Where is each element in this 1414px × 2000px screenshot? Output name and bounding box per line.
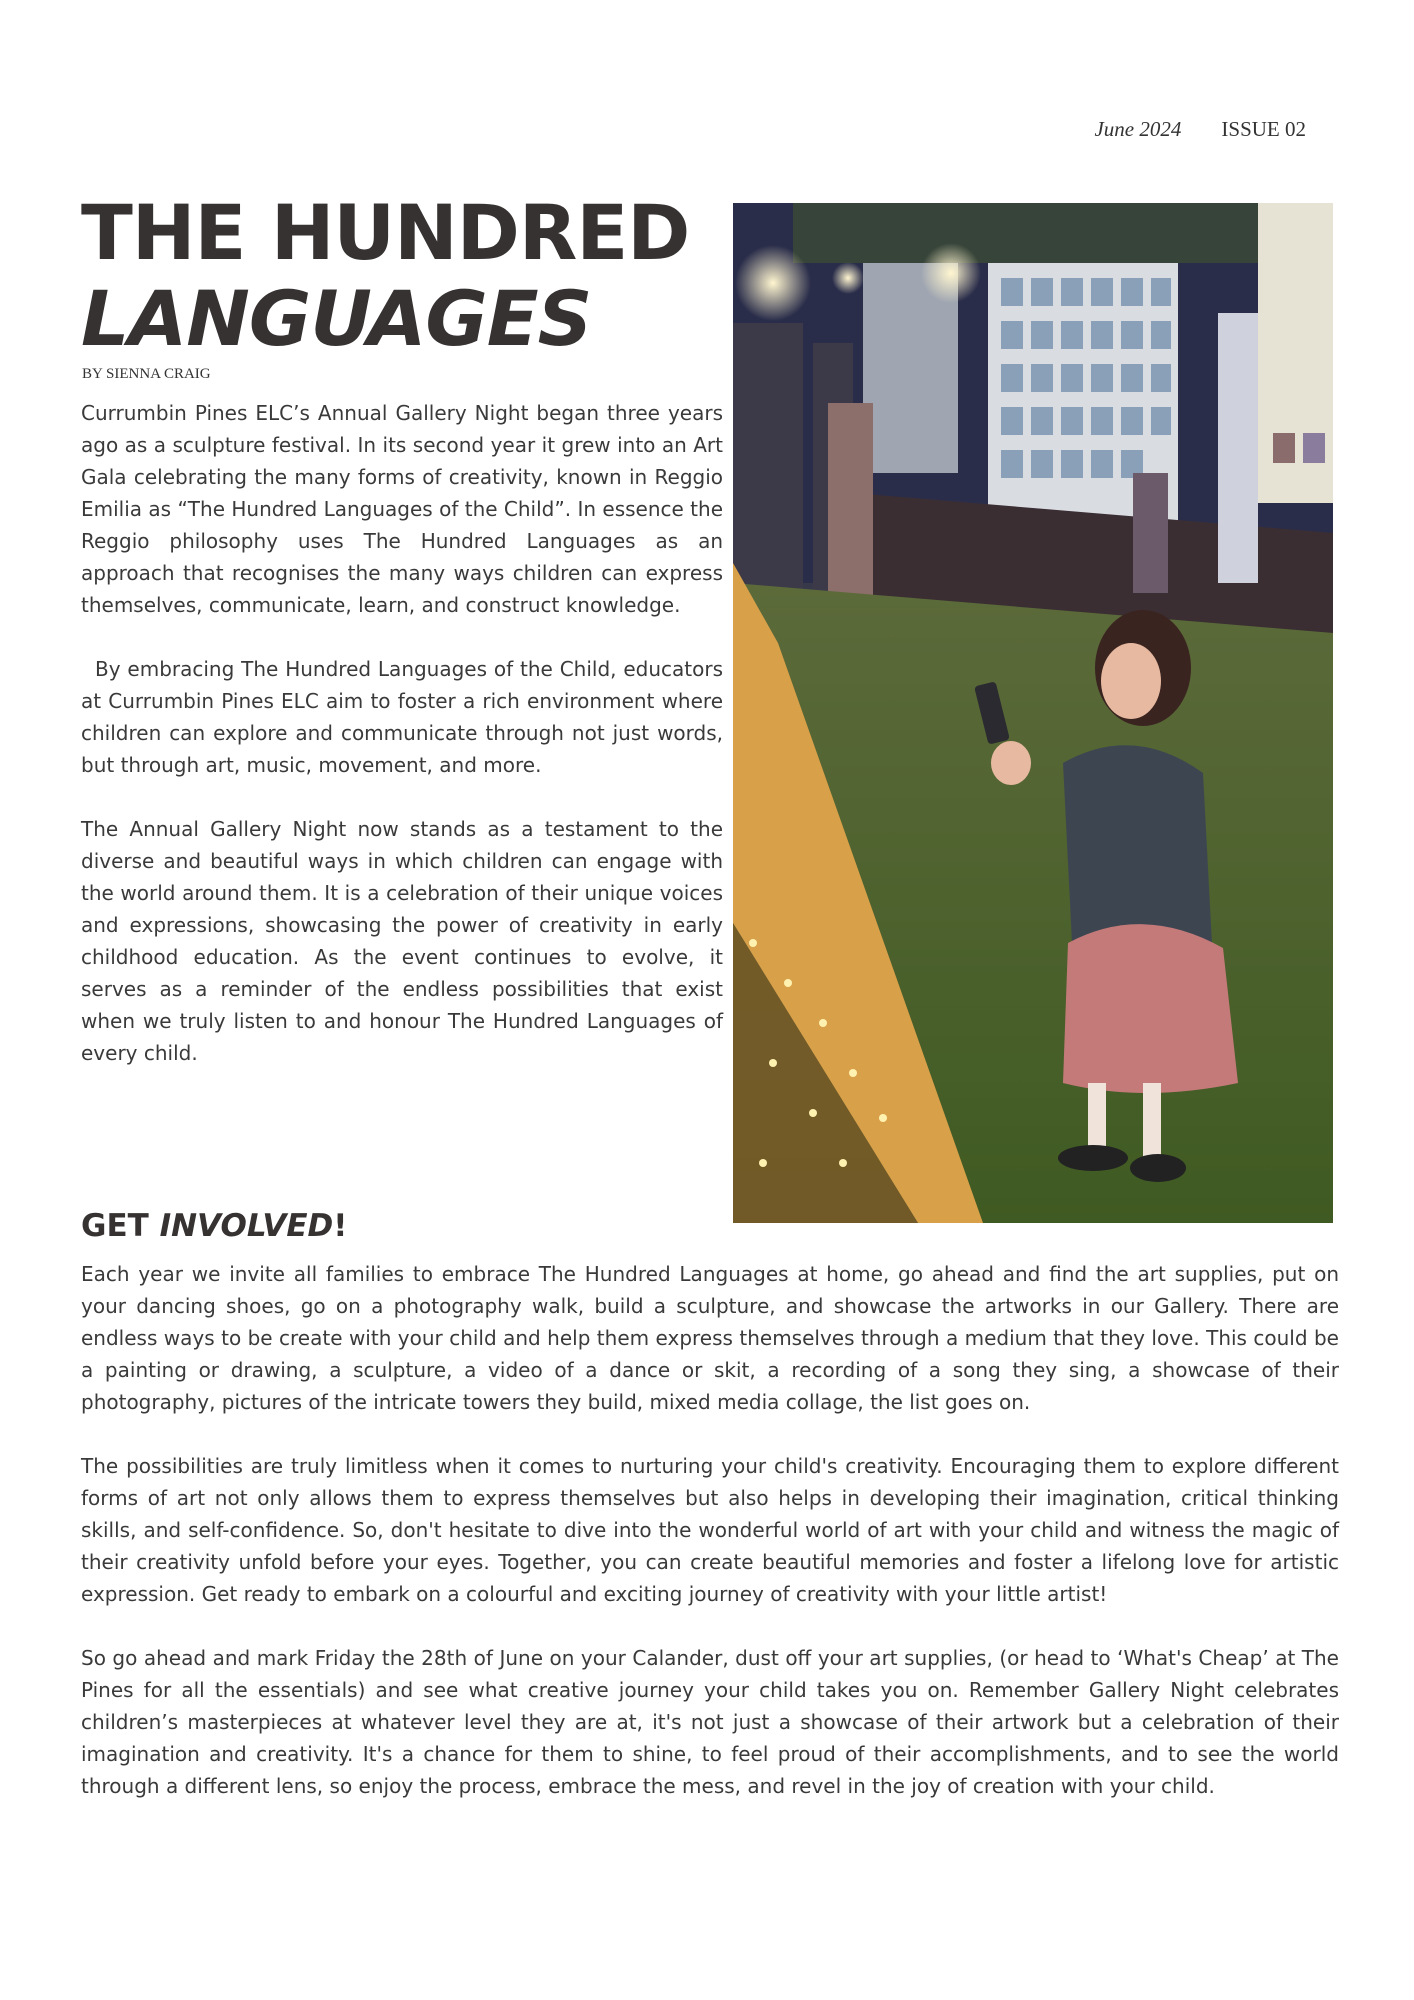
issue-date: June 2024 (1094, 117, 1182, 141)
section-heading-get-involved (81, 1208, 347, 1244)
intro-paragraph-2: By embracing The Hundred Languages of the Child, educators at Currumbin Pines ELC aim to foster a rich environment where children can explore and communicate through not just words, but through art, music, movement, and more. (81, 657, 723, 777)
intro-column (81, 397, 723, 1101)
light-glow-3 (832, 262, 864, 294)
intro-paragraph-1: Currumbin Pines ELC’s Annual Gallery Night began three years ago as a sculpture festival. In its second year it grew into an Art Gala celebrating the many forms of creativity, known in Reggio Emilia as “The Hundred Languages of the Child”. In essence the Reggio philosophy uses The Hundred Languages as an approach that recognises the many ways children can express themselves, communicate, learn, and construct knowledge. (81, 401, 723, 617)
right-board-photo (1273, 433, 1295, 463)
issue-header (1094, 117, 1306, 142)
article-title (81, 190, 731, 362)
body-paragraph-2: The possibilities are truly limitless when it comes to nurturing your child's creativity. Encouraging them to explore different forms of art not only allows them to express themselves but also helps in developing their imagination, critical thinking skills, and self-confidence. So, don't hesitate to dive into the wonderful world of art with your child and witness the magic of their creativity unfold before your eyes. Together, you can create beautiful memories and foster a lifelong love for artistic expression. Get ready to embark on a colourful and exciting journey of creativity with your little artist! (81, 1454, 1339, 1606)
body-column (81, 1258, 1339, 1834)
body-paragraph-1: Each year we invite all families to embrace The Hundred Languages at home, go ahead and find the art supplies, put on your dancing shoes, go on a photography walk, build a sculpture, and showcase the artworks in our Gallery. There are endless ways to be create with your child and help them express themselves through a medium that they love. This could be a painting or drawing, a sculpture, a video of a dance or skit, a recording of a song they sing, a showcase of their photography, pictures of the intricate towers they build, mixed media collage, the list goes on. (81, 1262, 1339, 1414)
light-glow-2 (921, 243, 981, 303)
photo-illustration (733, 203, 1333, 1223)
right-board-photo-2 (1303, 433, 1325, 463)
intro-paragraph-3: The Annual Gallery Night now stands as a testament to the diverse and beautiful ways in which children can engage with the world around them. It is a celebration of their unique voices and expressions, showcasing the power of creativity in early childhood education. As the event continues to evolve, it serves as a reminder of the endless possibilities that exist when we truly listen to and honour The Hundred Languages of every child. (81, 817, 723, 1065)
title-line-1: THE HUNDRED (81, 188, 690, 277)
byline: BY SIENNA CRAIG (82, 366, 211, 382)
gallery-night-photo (733, 203, 1333, 1223)
section-heading-plain: GET (81, 1208, 160, 1244)
section-heading-end: ! (333, 1208, 348, 1244)
light-glow (735, 245, 811, 321)
title-line-2: LANGUAGES (81, 274, 592, 363)
body-paragraph-3: So go ahead and mark Friday the 28th of June on your Calander, dust off your art supplies, (or head to ‘What's Cheap’ at The Pines for all the essentials) and see what creative journey your child takes you on. Remember Gallery Night celebrates children’s masterpieces at whatever level they are at, it's not just a showcase of their artwork but a celebration of their imagination and creativity. It's a chance for them to shine, to feel proud of their accomplishments, and to see the world through a different lens, so enjoy the process, embrace the mess, and revel in the joy of creation with your child. (81, 1646, 1339, 1798)
foliage (793, 203, 1333, 263)
section-heading-emphasis: INVOLVED (159, 1208, 334, 1244)
issue-number: ISSUE 02 (1221, 117, 1306, 141)
